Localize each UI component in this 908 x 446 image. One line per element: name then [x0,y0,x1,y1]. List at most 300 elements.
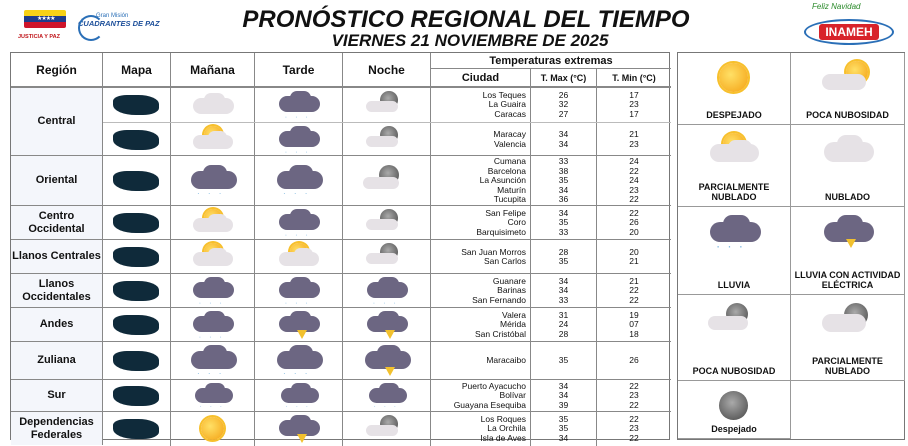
poca-nubosidad-noche-icon [362,124,412,156]
map-cell [103,274,171,308]
tmax-column [531,380,597,412]
tmin-column [597,240,671,274]
legend-label: NUBLADO [825,192,870,202]
cities-value: Maturín [497,184,526,195]
tmax-value: 28 [558,328,569,339]
tmax-value: 32 [558,99,569,110]
region-name: Llanos Occidentales [11,274,103,307]
lluvia-icon [190,381,237,411]
bolt-shape [297,434,307,443]
light-cloud-shape [366,253,398,264]
region-row [11,239,671,273]
region-name: Andes [11,308,103,341]
cities-value: Tucupita [493,194,526,205]
map-cell [103,123,171,156]
forecast-subrow [103,240,671,274]
cities-column [431,240,531,274]
tmin-value: 22 [629,399,639,410]
inameh-name: INAMEH [819,24,878,40]
legend-item [791,53,905,125]
cities-value: Barinas [497,285,526,296]
region-name: Central [11,88,103,155]
map-cell [103,342,171,380]
night-cell [343,274,431,308]
legend-item [678,125,791,207]
col-map: Mapa [103,53,171,87]
map-cell [103,156,171,206]
night-cell [343,123,431,156]
map-cell [103,206,171,240]
tormenta-icon [817,213,879,253]
cities-value: San Felipe [485,207,526,218]
tmin-value: 22 [629,285,639,296]
tmin-column [597,123,671,156]
dark-cloud-shape [378,311,399,325]
tmin-value: 24 [629,175,639,186]
light-cloud-shape [366,101,398,112]
tmin-value: 20 [629,226,639,237]
tmin-value: 26 [629,355,639,366]
afternoon-cell [255,412,343,446]
cities-value: Barcelona [487,165,526,176]
tmin-value: 24 [629,156,639,167]
light-cloud-shape [208,131,228,143]
forecast-subrow [103,88,671,122]
rain-drops: · · · [198,298,225,307]
forecast-subrow [103,206,671,240]
poca-nubosidad-noche-icon [362,413,412,445]
night-cell [343,156,431,206]
cities-value: Valencia [494,138,526,149]
cities-value: Los Roques [480,413,526,424]
dark-cloud-shape [837,215,863,233]
light-cloud-shape [708,316,748,329]
region-map-icon [113,351,159,371]
tmin-value: 21 [629,275,639,286]
night-cell [343,88,431,122]
tmax-value: 35 [558,355,569,366]
tmax-column [531,206,597,240]
legend-item [791,295,905,381]
col-temps: Temperaturas extremas [431,53,671,69]
cities-column [431,206,531,240]
dark-cloud-shape [290,91,311,105]
tmax-column [531,274,597,308]
cities-column [431,342,531,380]
dark-cloud-shape [377,345,401,361]
cities-value: San Cristóbal [474,328,526,339]
tmax-value: 34 [558,207,569,218]
light-cloud-shape [728,140,752,155]
tmin-value: 22 [629,413,639,424]
map-cell [103,412,171,446]
rain-drops: · · · [283,189,311,198]
region-name: Dependencias Federales [11,412,103,445]
afternoon-cell [255,240,343,274]
morning-cell [171,412,255,446]
lluvia-icon [364,381,411,411]
afternoon-cell [255,88,343,122]
tormenta-icon [274,309,324,341]
flag-icon: ★★★★ [24,10,66,28]
morning-cell [171,156,255,206]
legend-label: DESPEJADO [706,110,762,120]
rain-drops: · · · [284,147,311,156]
light-cloud-shape [366,425,398,436]
tmin-column [597,88,671,122]
despejado-icon [188,413,238,445]
tmax-value: 35 [558,413,569,424]
tmin-column [597,380,671,412]
col-tmax: T. Max (°C) [531,69,597,87]
tmin-value: 22 [629,165,639,176]
tmax-value: 34 [558,432,569,443]
tmin-value: 22 [629,207,639,218]
afternoon-cell [255,342,343,380]
dark-cloud-shape [289,165,313,181]
rain-drops: · · · [197,369,225,378]
cities-column [431,308,531,342]
region-row [11,273,671,307]
region-row [11,87,671,155]
cities-value: La Orchila [487,423,526,434]
lluvia-icon [362,275,412,307]
cities-value: Mérida [500,319,526,330]
poca-nubosidad-noche-icon [359,163,415,199]
lluvia-icon [704,213,766,253]
tmin-value: 07 [629,319,639,330]
inameh-logo [796,0,908,52]
lluvia-icon [271,163,327,199]
forecast-subrow [103,412,671,446]
legend-item [678,295,791,381]
tmin-value: 22 [629,294,639,305]
tmin-value: 23 [629,390,639,401]
light-cloud-shape [822,74,866,89]
tmin-value: 22 [629,194,639,205]
tmax-value: 27 [558,108,569,119]
night-cell [343,380,431,412]
dark-cloud-shape [290,277,311,291]
cities-value: Maracaibo [486,355,526,366]
forecast-subrow [103,122,671,156]
afternoon-cell [255,274,343,308]
logo-gran-main: CUADRANTES DE PAZ [78,19,160,28]
col-tmin: T. Min (°C) [597,69,671,87]
tmax-value: 34 [558,285,569,296]
page-date: VIERNES 21 NOVIEMBRE DE 2025 [331,31,609,50]
lluvia-icon [271,343,327,379]
tmax-value: 28 [558,246,569,257]
cities-value: Coro [507,217,526,228]
poca-nubosidad-noche-icon [362,241,412,273]
lluvia-icon [274,89,324,121]
tmax-column [531,308,597,342]
map-cell [103,380,171,412]
despejado-noche-icon [704,387,766,427]
night-cell [343,342,431,380]
tmax-value: 34 [558,275,569,286]
tmax-value: 24 [558,319,569,330]
tmin-column [597,342,671,380]
tormenta-icon [362,309,412,341]
bolt-shape [846,239,856,248]
forecast-subrow [103,342,671,380]
night-cell [343,308,431,342]
legend-label: Despejado [711,424,757,434]
region-map-icon [113,171,159,191]
tmin-column [597,206,671,240]
tmin-value: 22 [629,432,639,443]
region-name: Centro Occidental [11,206,103,239]
tmin-value: 18 [629,328,639,339]
tmax-value: 34 [558,380,569,391]
rain-drops: · · · [197,189,225,198]
region-row [11,307,671,341]
light-cloud-shape [208,214,228,226]
legend-label: PARCIALMENTE NUBLADO [698,182,770,202]
parcialmente-nublado-icon [188,124,238,156]
morning-cell [171,123,255,156]
region-name: Oriental [11,156,103,205]
parcialmente-nublado-icon [274,241,324,273]
morning-cell [171,342,255,380]
tmax-column [531,240,597,274]
region-row [11,341,671,379]
rain-drops: · · · [199,403,226,411]
morning-cell [171,380,255,412]
cities-value: San Juan Morros [461,246,526,257]
forecast-subrow [103,308,671,342]
region-row [11,205,671,239]
tmax-value: 38 [558,165,569,176]
tmax-column [531,342,597,380]
legend-label: POCA NUBOSIDAD [692,366,776,376]
cities-value: La Asunción [479,175,526,186]
tmin-value: 23 [629,99,639,110]
region-map-icon [113,130,159,150]
dark-cloud-shape [291,383,311,396]
cities-column [431,88,531,122]
rain-drops: · · · [285,403,312,411]
parcial-noche-icon [817,301,879,341]
dark-cloud-shape [289,345,313,361]
tmin-value: 17 [629,89,639,100]
dark-cloud-shape [290,311,311,325]
tmax-value: 33 [558,156,569,167]
tmin-value: 19 [629,309,639,320]
tmax-value: 35 [558,217,569,228]
bolt-shape [385,330,395,339]
afternoon-cell [255,156,343,206]
region-map-icon [113,247,159,267]
dark-cloud-shape [203,345,227,361]
bolt-shape [385,367,395,376]
nublado-icon [188,89,238,121]
sun-shape [719,63,748,92]
dark-cloud-shape [378,277,399,291]
region-map-icon [113,315,159,335]
afternoon-cell [255,308,343,342]
light-cloud-shape [366,219,398,230]
cities-value: Guanare [492,275,526,286]
page-title: PRONÓSTICO REGIONAL DEL TIEMPO [242,6,690,33]
lluvia-icon [188,275,238,307]
tmax-value: 34 [558,138,569,149]
despejado-icon [704,59,766,99]
forecast-subrow [103,380,671,412]
col-region: Región [11,53,103,87]
tmax-value: 26 [558,89,569,100]
header [0,0,908,52]
legend-item [678,381,791,439]
tmax-column [531,412,597,446]
legend-label: LLUVIA CON ACTIVIDAD ELÉCTRICA [794,270,901,290]
greeting-text: Feliz Navidad [812,2,861,11]
tmin-column [597,412,671,446]
lluvia-icon [185,343,241,379]
region-map-icon [113,419,159,439]
dark-cloud-shape [723,215,749,233]
cities-value: Bolívar [499,390,526,401]
cities-value: Puerto Ayacucho [461,380,526,391]
cities-value: San Fernando [472,294,526,305]
region-name: Llanos Centrales [11,240,103,273]
legend-label: LLUVIA [717,280,751,290]
region-map-icon [113,281,159,301]
tmax-value: 33 [558,294,569,305]
morning-cell [171,88,255,122]
tmax-value: 35 [558,175,569,186]
col-morning: Mañana [171,53,255,87]
tmax-value: 35 [558,256,569,266]
rain-drops: · · · [716,241,746,252]
rain-drops: · · · [373,403,400,411]
rain-drops: · · · [284,298,311,307]
lluvia-icon [274,275,324,307]
tmin-value: 20 [629,246,639,257]
tmax-value: 39 [558,399,569,410]
map-cell [103,308,171,342]
tmin-column [597,274,671,308]
afternoon-cell [255,206,343,240]
dark-cloud-shape [290,209,311,223]
region-row [11,379,671,411]
parcialmente-nublado-icon [704,131,766,171]
arc-icon [78,15,104,41]
parcialmente-nublado-icon [188,207,238,239]
nublado-icon [817,131,879,171]
map-cell [103,88,171,122]
forecast-subrow [103,156,671,206]
gran-mision-logo [78,13,170,43]
afternoon-cell [255,380,343,412]
morning-cell [171,206,255,240]
parcialmente-nublado-icon [188,241,238,273]
rain-drops: · · · [284,112,311,121]
tmax-column [531,88,597,122]
region-row [11,155,671,205]
col-night: Noche [343,53,431,87]
region-map-icon [113,95,159,115]
tmax-value: 34 [558,184,569,195]
poca-nubosidad-noche-icon [704,301,766,341]
tmax-column [531,156,597,206]
legend-panel [677,52,905,440]
cities-column [431,274,531,308]
tmin-value: 23 [629,423,639,434]
tmax-value: 35 [558,423,569,434]
dark-cloud-shape [204,277,225,291]
tmin-value: 23 [629,184,639,195]
cities-column [431,123,531,156]
col-afternoon: Tarde [255,53,343,87]
tmax-value: 33 [558,226,569,237]
night-cell [343,412,431,446]
dark-cloud-shape [204,311,225,325]
afternoon-cell [255,123,343,156]
morning-cell [171,308,255,342]
rain-drops: · · · [284,230,311,239]
tmin-column [597,156,671,206]
tmax-value: 34 [558,390,569,401]
tormenta-icon [359,343,415,379]
night-cell [343,206,431,240]
cities-value: Barquisimeto [476,226,526,237]
tmin-value: 22 [629,380,639,391]
lluvia-icon [188,309,238,341]
light-cloud-shape [822,314,866,332]
morning-cell [171,274,255,308]
dark-cloud-shape [379,383,399,396]
tmin-column [597,308,671,342]
bolt-shape [297,330,307,339]
venezuela-logo [18,10,73,44]
light-cloud-shape [294,248,314,260]
tmin-value: 26 [629,217,639,228]
cities-column [431,156,531,206]
region-name: Zuliana [11,342,103,379]
light-cloud-shape [208,248,228,260]
cities-value: Los Teques [482,89,526,100]
legend-label: POCA NUBOSIDAD [806,110,889,120]
cities-column [431,380,531,412]
light-cloud-shape [204,93,225,107]
legend-label: PARCIALMENTE NUBLADO [812,356,883,376]
region-map-icon [113,213,159,233]
lluvia-icon [276,381,323,411]
region-name: Sur [11,380,103,411]
tormenta-icon [274,413,324,445]
cities-value: Caracas [494,108,526,119]
region-row [11,411,671,445]
legend-item [791,125,905,207]
poca-nubosidad-noche-icon [362,207,412,239]
cities-value: Maracay [493,129,526,139]
lluvia-icon [274,124,324,156]
light-cloud-shape [363,177,399,189]
moon-shape [719,391,748,420]
dark-cloud-shape [290,415,311,429]
tmin-value: 23 [629,138,639,149]
sun-shape [201,417,224,440]
tmin-value: 17 [629,108,639,119]
morning-cell [171,240,255,274]
cities-column [431,412,531,446]
cities-value: Isla de Aves [480,432,526,443]
tmax-value: 31 [558,309,569,320]
rain-drops: · · · [372,298,399,307]
